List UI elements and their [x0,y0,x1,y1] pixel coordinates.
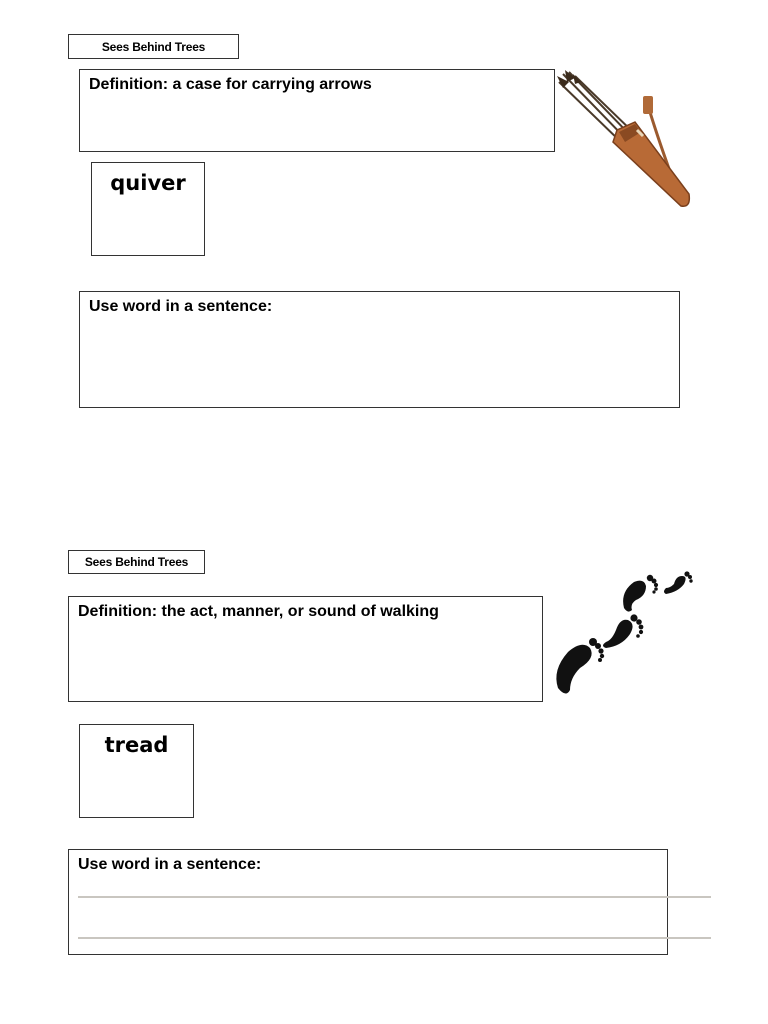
card-2-word-box [79,724,194,818]
card-2-sentence-label: Use word in a sentence: [78,856,262,873]
card-2-title: Sees Behind Trees [84,555,189,569]
card-1-definition-box [79,69,555,152]
card-1-sentence-box[interactable] [79,291,680,408]
writing-line-2 [78,937,711,939]
card-1-sentence-label: Use word in a sentence: [89,298,273,315]
card-1-word-box [91,162,205,256]
card-2-definition-box [68,596,543,702]
footprints-image [550,570,695,700]
card-2-title-box [68,550,205,574]
card-2-word: tread [104,733,169,757]
card-2-definition: Definition: the act, manner, or sound of walking [78,603,439,620]
card-2-sentence-box[interactable] [68,849,668,955]
card-1-title-box [68,34,239,59]
card-1-word: quiver [110,171,186,195]
quiver-image [555,70,695,210]
card-1-title: Sees Behind Trees [101,39,206,54]
writing-line-1 [78,896,711,898]
card-1-definition: Definition: a case for carrying arrows [89,76,372,93]
